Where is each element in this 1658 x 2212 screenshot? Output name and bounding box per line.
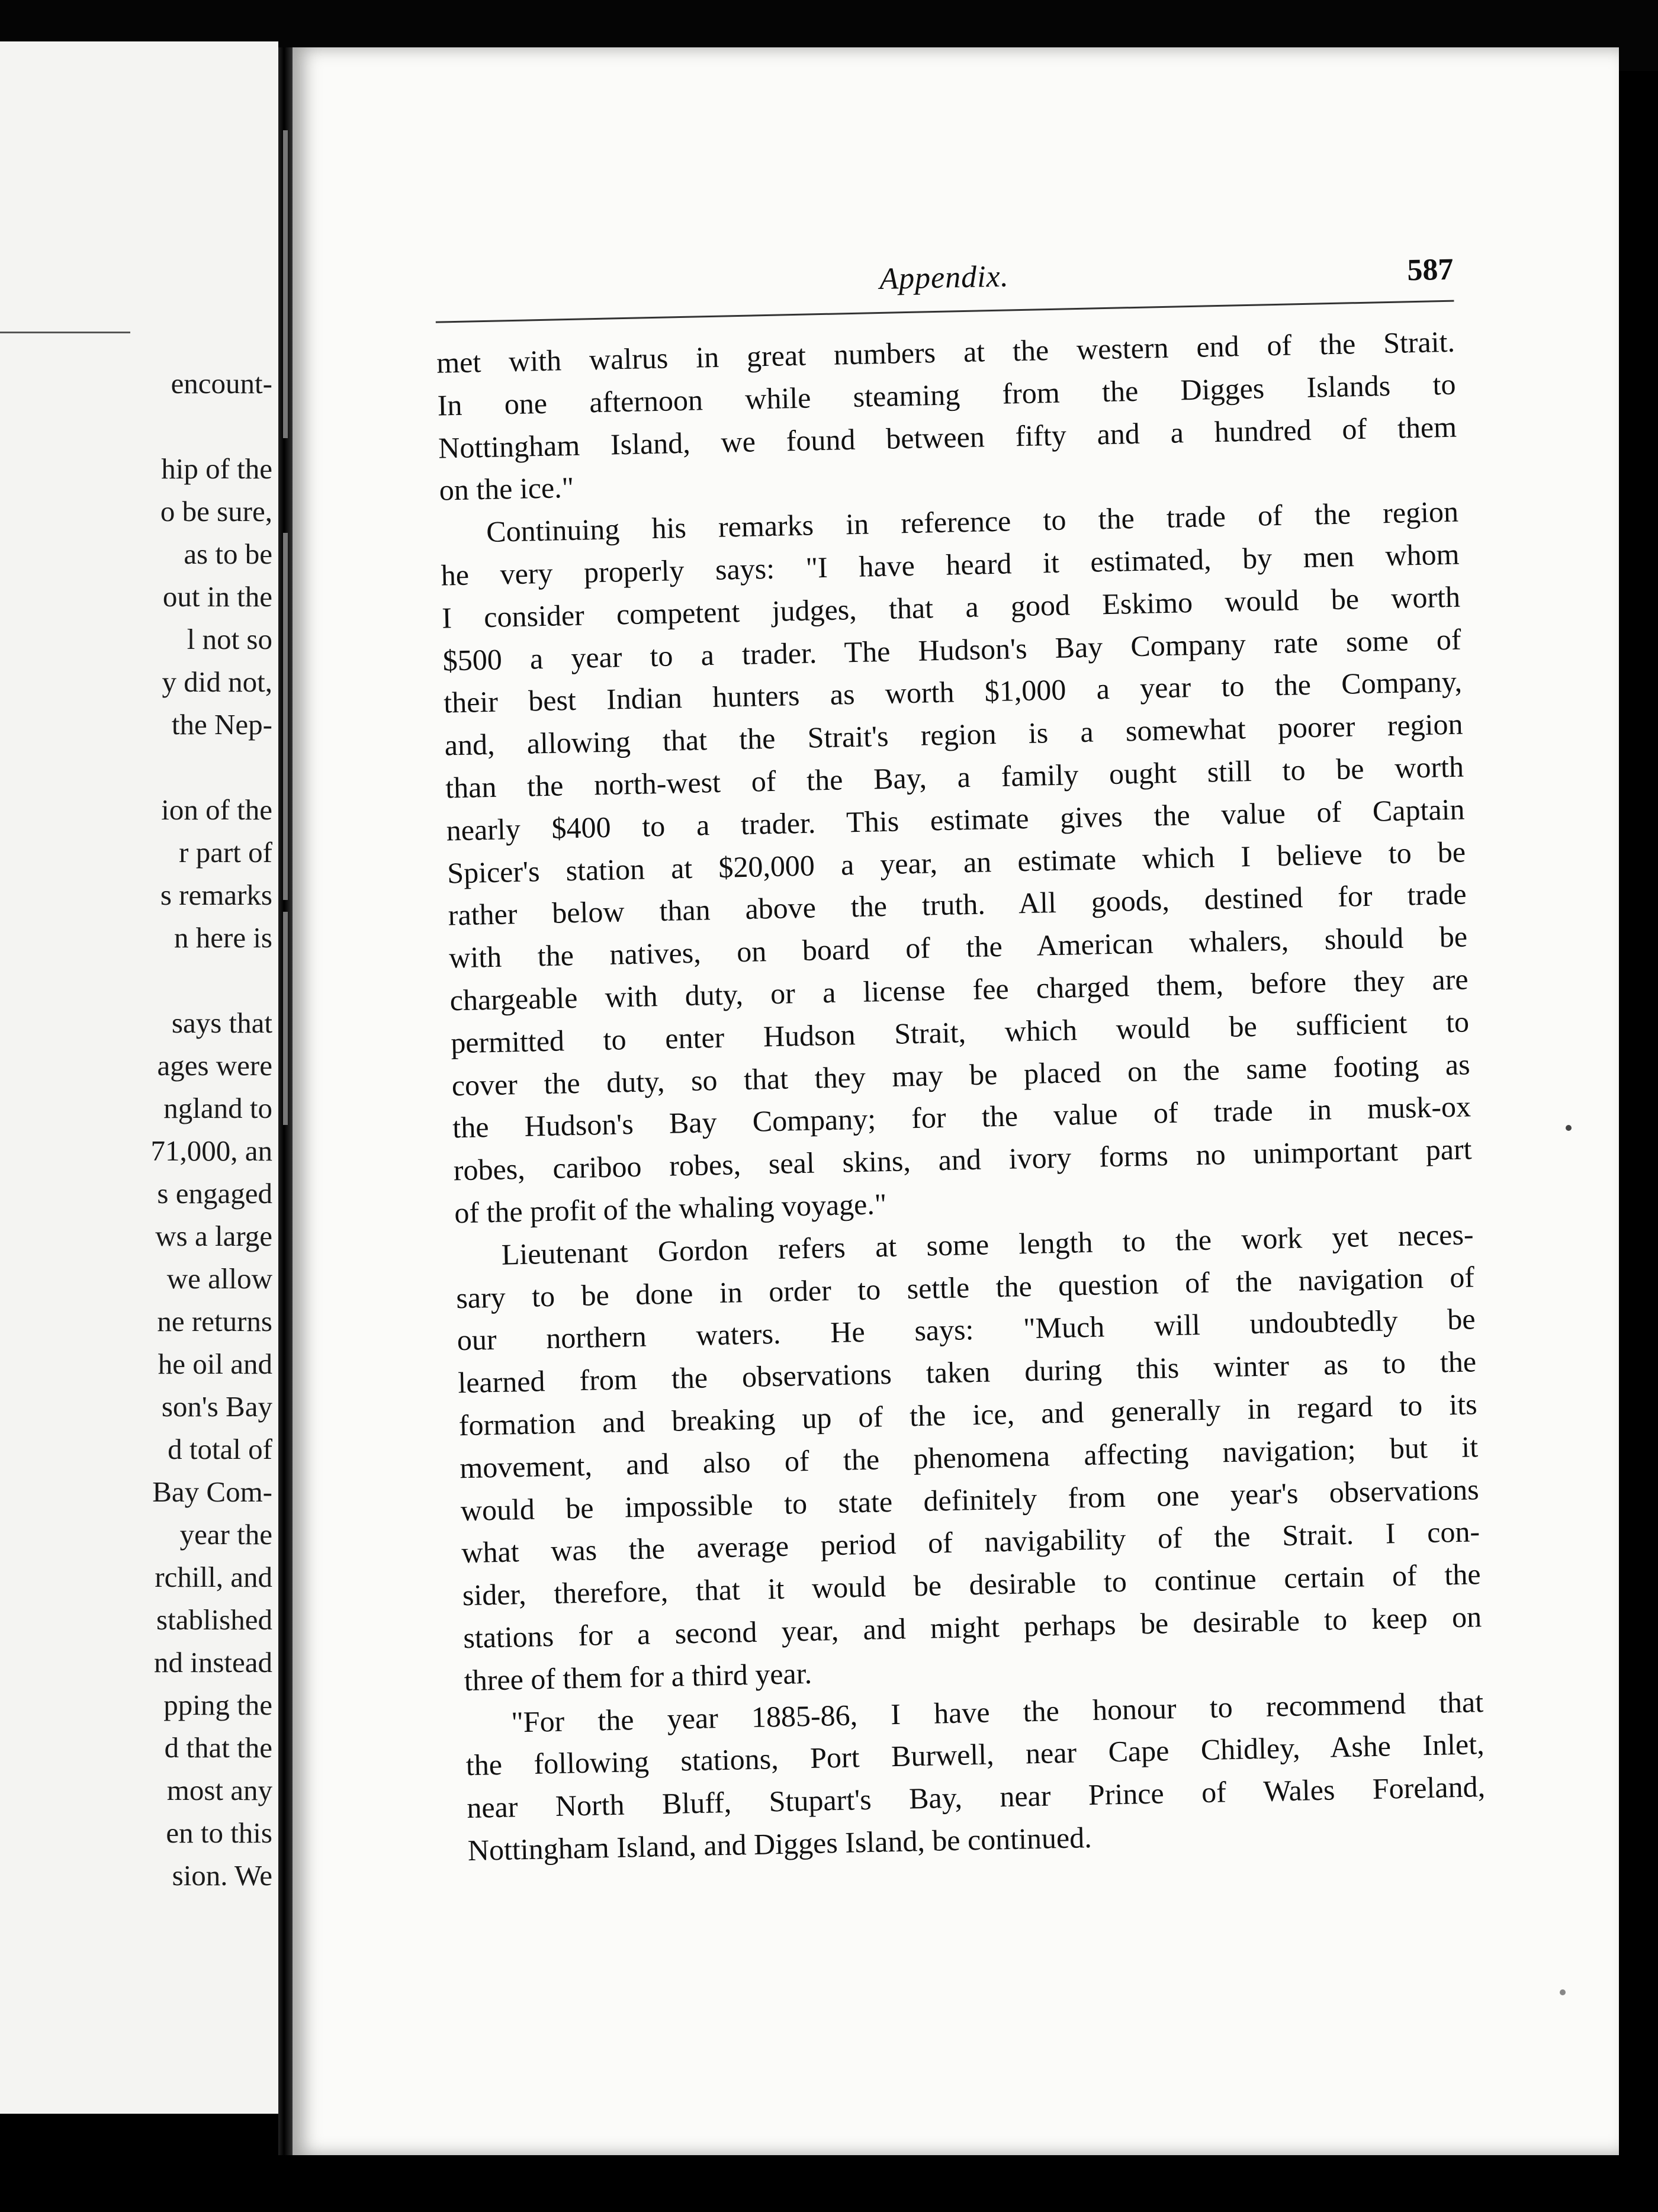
page-header: [435, 250, 1454, 319]
text-line: I consider competent judges, that a good Eskimo would be worth: [441, 580, 1461, 635]
text-line: the following stations, Port Burwell, near Cape Chidley, Ashe Inlet,: [465, 1727, 1485, 1782]
text-line: Lieutenant Gordon refers at some length to the work yet neces-: [501, 1217, 1474, 1271]
facing-page-line: encount-: [171, 367, 272, 400]
text-line: Spicer's station at $20,000 a year, an estimate which I believe to be: [446, 835, 1466, 890]
text-line: the Hudson's Bay Company; for the value of trade in musk-ox: [452, 1089, 1471, 1144]
text-line: than the north-west of the Bay, a family ought still to be worth: [445, 750, 1464, 805]
text-line: near North Bluff, Stupart's Bay, near Prince of Wales Foreland,: [466, 1770, 1486, 1825]
facing-page-line: sion. We: [172, 1859, 272, 1892]
text-line: robes, cariboo robes, seal skins, and ivory forms no unimportant part: [453, 1132, 1473, 1187]
text-line: of the profit of the whaling voyage.": [454, 1187, 887, 1230]
facing-page-line: the Nep-: [171, 708, 272, 741]
text-line: with the natives, on board of the American whalers, should be: [448, 919, 1468, 975]
text-line: three of them for a third year.: [464, 1656, 812, 1697]
running-title: Appendix.: [879, 259, 1010, 296]
text-line: permitted to enter Hudson Strait, which would be sufficient to: [450, 1005, 1470, 1060]
facing-page-line: l not so: [187, 623, 272, 655]
text-line: Nottingham Island, we found between fifty and a hundred of them: [438, 410, 1457, 465]
text-line: formation and breaking up of the ice, and generally in regard to its: [458, 1387, 1478, 1442]
facing-page-line: he oil and: [158, 1348, 272, 1380]
facing-page-line: o be sure,: [160, 495, 272, 528]
facing-page-line: d that the: [164, 1731, 272, 1764]
facing-page-line: Bay Com-: [152, 1475, 272, 1508]
book-page: [293, 47, 1619, 2155]
text-line: Continuing his remarks in reference to the trade of the region: [486, 494, 1459, 549]
facing-page-line: as to be: [184, 538, 272, 570]
facing-page-line: n here is: [174, 921, 272, 954]
facing-page-line: s remarks: [160, 879, 272, 911]
facing-page-line: ion of the: [161, 793, 272, 826]
facing-page-line: son's Bay: [161, 1390, 272, 1423]
text-line: In one afternoon while steaming from the Digges Islands to: [437, 367, 1456, 422]
text-line: stations for a second year, and might perhaps be desirable to keep on: [462, 1600, 1482, 1655]
text-line: Nottingham Island, and Digges Island, be continued.: [467, 1820, 1093, 1867]
facing-page-line: hip of the: [161, 452, 272, 485]
text-line: and, allowing that the Strait's region is a somewhat poorer region: [444, 707, 1464, 762]
facing-page-line: en to this: [166, 1816, 272, 1849]
facing-page-line: ne returns: [157, 1305, 272, 1338]
text-line: cover the duty, so that they may be placed on the same footing as: [451, 1047, 1471, 1102]
text-line: nearly $400 to a trader. This estimate gives the value of Captain: [446, 792, 1466, 847]
page-body: [436, 321, 1487, 1872]
text-line: our northern waters. He says: "Much will undoubtedly be: [457, 1302, 1476, 1357]
text-line: he very properly says: "I have heard it estimated, by men whom: [441, 537, 1460, 592]
facing-page-line: r part of: [179, 836, 272, 869]
facing-page-line: 71,000, an: [150, 1134, 272, 1167]
text-line: sider, therefore, that it would be desirable to continue certain of the: [462, 1557, 1482, 1612]
facing-page-header-rule: [0, 332, 130, 333]
facing-page-line: ngland to: [163, 1092, 272, 1124]
facing-page-line: out in the: [162, 580, 272, 613]
text-line: what was the average period of navigability of the Strait. I con-: [461, 1515, 1480, 1570]
facing-page-line: ages were: [157, 1049, 272, 1082]
facing-page-line: ws a large: [155, 1220, 272, 1252]
facing-page: [0, 41, 278, 2114]
facing-page-line: pping the: [163, 1689, 272, 1721]
facing-page-line: we allow: [166, 1262, 272, 1295]
facing-page-line: y did not,: [162, 665, 272, 698]
text-line: met with walrus in great numbers at the western end of the Strait.: [436, 324, 1455, 380]
text-line: rather below than above the truth. All goods, destined for trade: [448, 877, 1467, 932]
text-line: learned from the observations taken during this winter as to the: [457, 1345, 1477, 1400]
ink-speck: [1560, 1989, 1566, 1995]
text-line: on the ice.": [439, 471, 574, 507]
text-line: "For the year 1885-86, I have the honour to recommend that: [510, 1684, 1484, 1739]
facing-page-line: stablished: [156, 1603, 272, 1636]
page-number: 587: [1406, 252, 1454, 288]
text-line: would be impossible to state definitely from one year's observations: [460, 1472, 1480, 1527]
facing-page-line: nd instead: [153, 1646, 272, 1679]
text-line: $500 a year to a trader. The Hudson's Bay Company rate some of: [442, 622, 1462, 677]
binding-thread: [283, 912, 288, 1125]
facing-page-line: s engaged: [157, 1177, 272, 1210]
facing-page-line: most any: [166, 1774, 272, 1806]
facing-page-line: rchill, and: [155, 1561, 272, 1593]
facing-page-line: year the: [179, 1518, 272, 1551]
text-line: sary to be done in order to settle the question of the navigation of: [455, 1259, 1475, 1314]
text-line: movement, and also of the phenomena affecting navigation; but it: [459, 1429, 1479, 1484]
facing-page-line: says that: [171, 1007, 272, 1039]
facing-page-line: d total of: [168, 1433, 272, 1465]
text-line: chargeable with duty, or a license fee charged them, before they are: [449, 962, 1469, 1017]
text-line: their best Indian hunters as worth $1,000 a year to the Company,: [443, 664, 1463, 719]
ink-speck: [1566, 1125, 1572, 1131]
